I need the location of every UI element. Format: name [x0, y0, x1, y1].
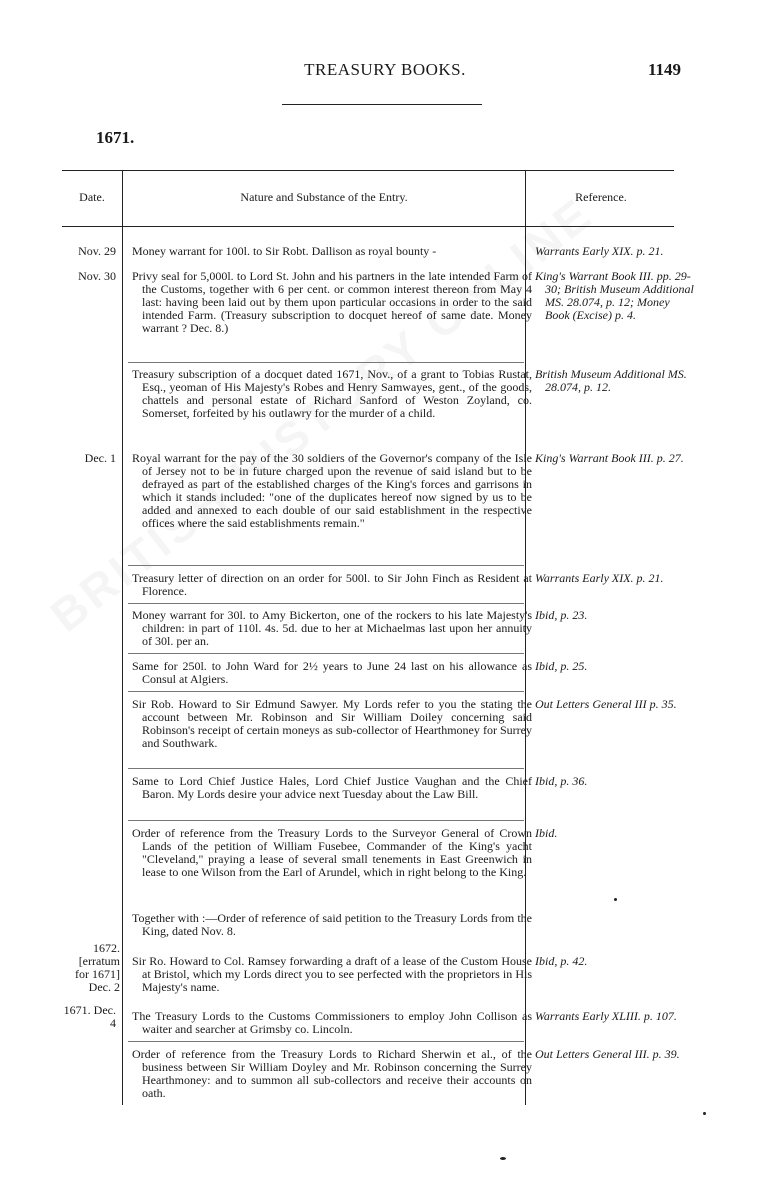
entry-text-continuation: Together with :—Order of reference of said petition to the Treasury Lords from the King, dated Nov. 8.	[132, 911, 532, 938]
entry-reference: Ibid, p. 25.	[535, 659, 588, 673]
entry-text: Treasury subscription of a docquet dated 1671, Nov., of a grant to Tobias Rustat, Esq., yeoman of His Majesty's Robes and Henry Samwayes, gent., of the goods, chattels and personal estate of Richard Sanford of Weston Zoyland, co. Somerset, forfeited by his outlawry for the murder of a child.	[132, 367, 532, 420]
entry-reference: Warrants Early XIX. p. 21.	[535, 244, 664, 258]
entry-separator	[128, 691, 524, 692]
table-top-rule	[62, 170, 674, 171]
entry-date: 1672. [erratum for 1671] Dec. 2	[75, 941, 120, 994]
entry-text: Money warrant for 30l. to Amy Bickerton, one of the rockers to his late Majesty's children: in part of 110l. 4s. 5d. due to her at Michaelmas last upon her annuity of 30l. per an.	[132, 608, 532, 648]
entry-date: Nov. 30	[78, 269, 116, 283]
entry-reference: Warrants Early XIX. p. 21.	[535, 571, 664, 585]
entry-reference: Ibid.	[535, 826, 558, 840]
entry-date: Dec. 1	[84, 451, 116, 465]
entry-reference: Ibid, p. 36.	[535, 774, 588, 788]
entry-reference: British Museum Additional MS. 28.074, p. 12.	[535, 367, 687, 394]
entry-separator	[128, 768, 524, 769]
entry-text: Treasury letter of direction on an order for 500l. to Sir John Finch as Resident at Florence.	[132, 571, 532, 598]
running-title: TREASURY BOOKS.	[304, 60, 466, 79]
entry-date: Nov. 29	[78, 244, 116, 258]
table-header-rule	[62, 226, 674, 227]
entry-text: Sir Ro. Howard to Col. Ramsey forwarding a draft of a lease of the Custom House at Bristol, which my Lords direct you to see perfected with the proprietors in His Majesty's name.	[132, 954, 532, 994]
entry-separator	[128, 1041, 524, 1042]
entry-reference: Ibid, p. 42.	[535, 954, 588, 968]
entry-reference: King's Warrant Book III. pp. 29-30; British Museum Additional MS. 28.074, p. 12; Money Book (Excise) p. 4.	[535, 269, 694, 322]
entry-text: Order of reference from the Treasury Lords to the Surveyor General of Crown Lands of the petition of William Fusebee, Commander of the King's yacht "Cleveland," praying a lease of several small tenements in East Greenwich in lease to one Wilson from the Earl of Arundel, which in right belong to the King.	[132, 826, 532, 879]
year-heading: 1671.	[96, 128, 135, 147]
column-divider-date	[122, 170, 123, 1105]
entry-separator	[128, 653, 524, 654]
ink-dot	[614, 898, 617, 901]
entry-reference: Out Letters General III p. 35.	[535, 697, 677, 711]
entry-text: Same for 250l. to John Ward for 2½ years to June 24 last on his allowance as Consul at Algiers.	[132, 659, 532, 686]
entry-text: Same to Lord Chief Justice Hales, Lord Chief Justice Vaughan and the Chief Baron. My Lords desire your advice next Tuesday about the Law Bill.	[132, 774, 532, 801]
entry-text: Money warrant for 100l. to Sir Robt. Dallison as royal bounty -	[132, 244, 437, 258]
entry-separator	[128, 820, 524, 821]
column-header-date: Date.	[79, 190, 105, 204]
column-header-reference: Reference.	[575, 190, 627, 204]
entry-text: Sir Rob. Howard to Sir Edmund Sawyer. My Lords refer to you the stating the account between Mr. Robinson and Sir William Doiley concerning said Robinson's receipt of certain moneys as sub-collector of Hearthmoney for Surrey and Southwark.	[132, 697, 532, 750]
entry-reference: Warrants Early XLIII. p. 107.	[535, 1009, 677, 1023]
column-header-nature: Nature and Substance of the Entry.	[240, 190, 408, 204]
ink-dot	[703, 1112, 706, 1115]
entry-text: The Treasury Lords to the Customs Commissioners to employ John Collison as waiter and searcher at Grimsby co. Lincoln.	[132, 1009, 532, 1036]
entry-reference: Ibid, p. 23.	[535, 608, 588, 622]
entry-text: Privy seal for 5,000l. to Lord St. John and his partners in the late intended Farm of the Customs, together with 6 per cent. or common interest thereon from May 4 last: having been laid out by them upon particular occasions in order to the said intended Farm. (Treasury subscription to docquet hereof of same date. Money warrant ? Dec. 8.)	[132, 269, 532, 335]
page-number: 1149	[648, 60, 682, 79]
entry-reference: King's Warrant Book III. p. 27.	[535, 451, 684, 465]
entry-reference: Out Letters General III. p. 39.	[535, 1047, 680, 1061]
entry-text: Order of reference from the Treasury Lords to Richard Sherwin et al., of the business between Sir William Doyley and Mr. Robinson concerning the Surrey Hearthmoney: and to summon all sub-collectors and receive their accounts on oath.	[132, 1047, 532, 1100]
entry-separator	[128, 362, 524, 363]
entry-text: Royal warrant for the pay of the 30 soldiers of the Governor's company of the Isle of Jersey not to be in future charged upon the revenue of said island but to be defrayed as part of the established charges of the King's forces and garrisons in which it stands included: "one of the duplicates hereof now signed by us to be added and annexed to each double of our said establishment in the respective offices where the said establishments remain."	[132, 451, 532, 530]
entry-separator	[128, 565, 524, 566]
entry-date: 1671. Dec. 4	[63, 1003, 116, 1030]
header-rule	[282, 104, 482, 105]
ink-dot	[500, 1157, 506, 1160]
entry-separator	[128, 603, 524, 604]
